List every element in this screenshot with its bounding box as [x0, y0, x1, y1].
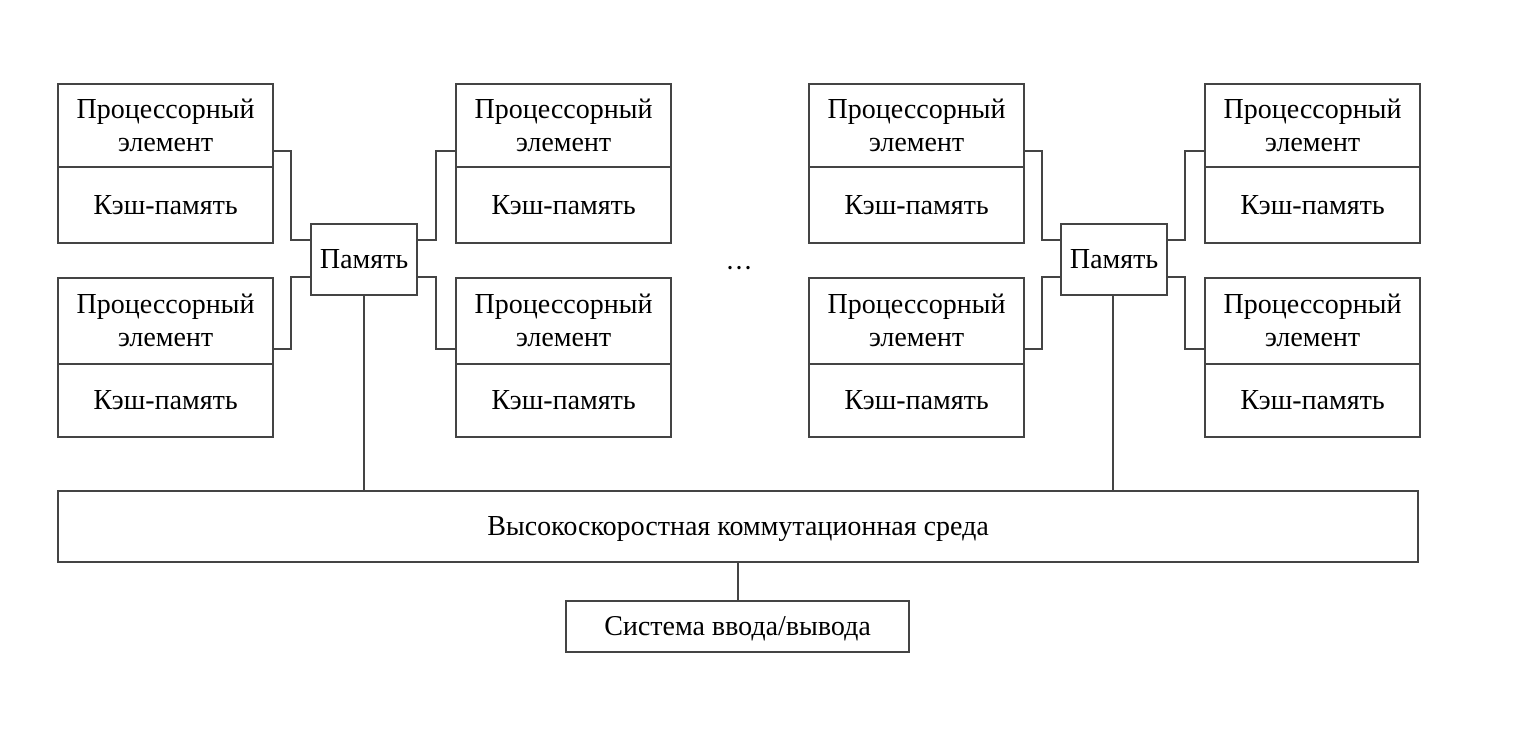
io-system-box	[565, 600, 910, 653]
connector-line	[1041, 276, 1043, 350]
processor-element-label: Процессорный элемент	[827, 289, 1006, 353]
cache-memory-box	[457, 168, 670, 242]
processor-node	[57, 83, 274, 244]
cache-memory-label: Кэш-память	[844, 189, 989, 221]
cache-memory-box	[810, 168, 1023, 242]
processor-element-box	[457, 279, 670, 365]
cache-memory-label: Кэш-память	[844, 385, 989, 416]
cache-memory-label: Кэш-память	[93, 189, 238, 221]
interconnect-bus-label: Высокоскоростная коммутационная среда	[487, 511, 989, 542]
cache-memory-box	[810, 365, 1023, 436]
processor-node	[1204, 277, 1421, 438]
memory-box	[310, 223, 418, 296]
cache-memory-box	[59, 168, 272, 242]
processor-element-box	[1206, 279, 1419, 365]
memory-box	[1060, 223, 1168, 296]
connector-line	[290, 276, 292, 350]
memory-label: Память	[319, 244, 409, 275]
connector-line	[1041, 239, 1060, 241]
processor-element-label: Процессорный элемент	[474, 289, 653, 353]
processor-element-label: Процессорный элемент	[76, 289, 255, 353]
processor-node	[455, 277, 672, 438]
interconnect-bus-box	[57, 490, 1419, 563]
processor-element-label: Процессорный элемент	[474, 93, 653, 158]
processor-element-label: Процессорный элемент	[76, 93, 255, 158]
cache-memory-label: Кэш-память	[93, 385, 238, 416]
processor-node	[808, 277, 1025, 438]
cache-memory-box	[59, 365, 272, 436]
cache-memory-label: Кэш-память	[491, 189, 636, 221]
connector-line	[290, 239, 310, 241]
processor-element-box	[810, 279, 1023, 365]
connector-line	[435, 150, 437, 241]
connector-line	[1184, 150, 1204, 152]
processor-element-box	[1206, 85, 1419, 168]
processor-element-label: Процессорный элемент	[1223, 93, 1402, 158]
processor-node	[455, 83, 672, 244]
connector-line	[1184, 150, 1186, 241]
connector-line	[290, 150, 292, 241]
cache-memory-box	[1206, 168, 1419, 242]
processor-element-box	[59, 279, 272, 365]
connector-line	[435, 276, 437, 350]
memory-label: Память	[1069, 244, 1159, 275]
ellipsis-label: ...	[726, 244, 754, 276]
connector-line	[737, 563, 739, 600]
cache-memory-box	[1206, 365, 1419, 436]
connector-line	[1041, 150, 1043, 241]
processor-node	[808, 83, 1025, 244]
cache-memory-label: Кэш-память	[491, 385, 636, 416]
connector-line	[363, 296, 365, 490]
connector-line	[1184, 276, 1186, 350]
processor-element-box	[810, 85, 1023, 168]
connector-line	[435, 348, 455, 350]
processor-element-label: Процессорный элемент	[1223, 289, 1402, 353]
connector-line	[1112, 296, 1114, 490]
processor-element-label: Процессорный элемент	[827, 93, 1006, 158]
processor-node	[1204, 83, 1421, 244]
cache-memory-label: Кэш-память	[1240, 385, 1385, 416]
processor-element-box	[457, 85, 670, 168]
cache-memory-box	[457, 365, 670, 436]
processor-node	[57, 277, 274, 438]
connector-line	[1184, 348, 1204, 350]
cache-memory-label: Кэш-память	[1240, 189, 1385, 221]
processor-element-box	[59, 85, 272, 168]
connector-line	[290, 276, 310, 278]
io-system-label: Система ввода/вывода	[604, 611, 871, 642]
connector-line	[435, 150, 455, 152]
connector-line	[1041, 276, 1060, 278]
